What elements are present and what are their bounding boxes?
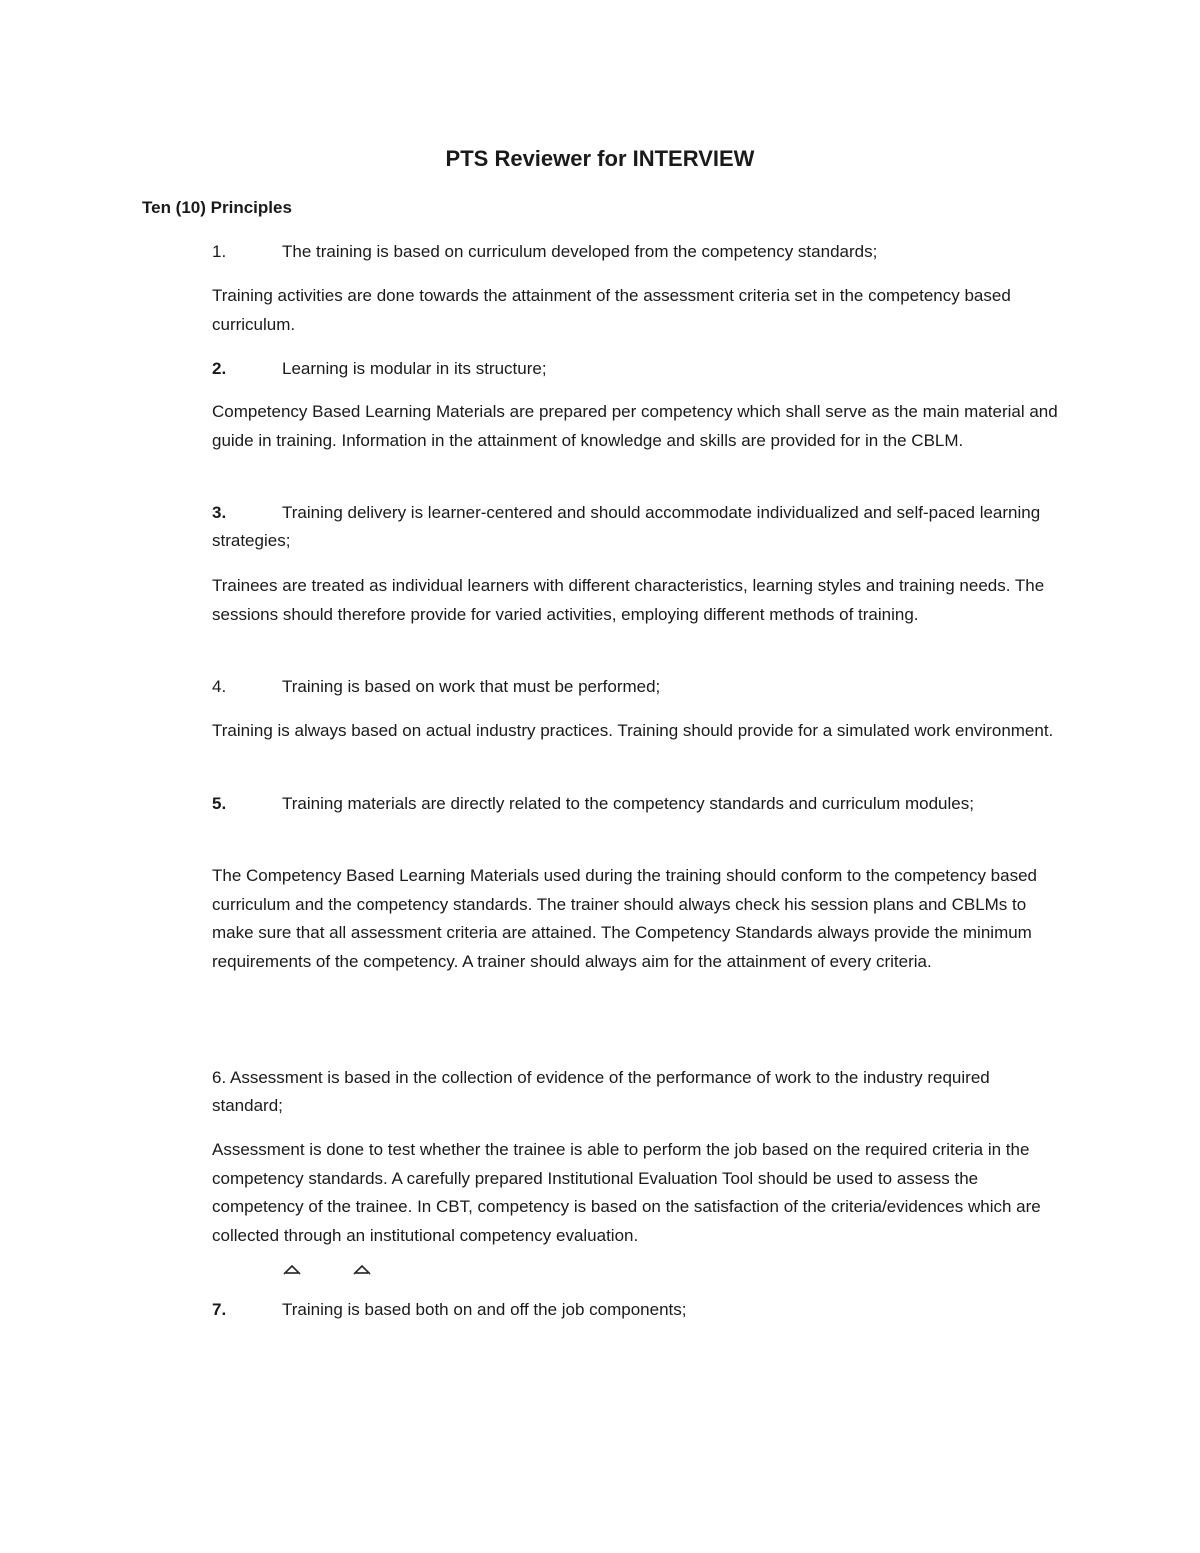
principle-number: 1.: [212, 242, 227, 261]
principle-3-heading: [212, 499, 1062, 555]
stray-marks: [282, 1262, 382, 1276]
principle-7-heading: [212, 1296, 1062, 1324]
principle-1-heading: [212, 238, 1062, 266]
principle-2-heading: [212, 355, 1062, 383]
principle-4-heading: [212, 673, 1062, 701]
principle-number: 7.: [212, 1300, 227, 1319]
principle-text: The training is based on curriculum developed from the competency standards;: [282, 242, 878, 261]
principle-6-heading: [212, 1064, 1062, 1120]
principle-number: 3.: [212, 503, 227, 522]
principle-5-heading: [212, 790, 1062, 818]
principle-5-description: The Competency Based Learning Materials used during the training should conform to the competency based curriculum and the competency standards. The trainer should always check his session plans and CBLMs to make sure that all assessment criteria are attained. The Competency Standards always provide the minimum requirements of the competency. A trainer should always aim for the attainment of every criteria.: [212, 866, 1037, 971]
principle-1-description: Training activities are done towards the attainment of the assessment criteria set in the competency based curriculum.: [212, 286, 1011, 334]
principle-text: Training is based both on and off the job components;: [282, 1300, 687, 1319]
page-title: PTS Reviewer for INTERVIEW: [445, 146, 755, 171]
principle-4-description: Training is always based on actual industry practices. Training should provide for a simulated work environment.: [212, 721, 1054, 740]
principle-text: Training materials are directly related to the competency standards and curriculum modules;: [282, 794, 974, 813]
principle-3-description: Trainees are treated as individual learners with different characteristics, learning styles and training needs. The sessions should therefore provide for varied activities, employing different methods of training.: [212, 576, 1045, 624]
principle-text: Training delivery is learner-centered and should accommodate individualized and self-paced learning strategies;: [212, 503, 1041, 550]
caret-mark-icon: [354, 1266, 370, 1274]
principle-6-description: Assessment is done to test whether the trainee is able to perform the job based on the required criteria in the competency standards. A carefully prepared Institutional Evaluation Tool should be used to assess the competency of the trainee. In CBT, competency is based on the satisfaction of the criteria/evidences which are collected through an institutional competency evaluation.: [212, 1140, 1041, 1245]
principle-number: 6.: [212, 1068, 227, 1087]
principle-text: Training is based on work that must be performed;: [282, 677, 661, 696]
principle-2-description: Competency Based Learning Materials are prepared per competency which shall serve as the main material and guide in training. Information in the attainment of knowledge and skills are provided for in the CBLM.: [212, 402, 1058, 450]
caret-mark-icon: [284, 1266, 300, 1274]
section-heading: Ten (10) Principles: [142, 198, 292, 217]
principle-number: 2.: [212, 359, 227, 378]
principle-number: 4.: [212, 677, 227, 696]
principle-number: 5.: [212, 794, 227, 813]
principle-text: Assessment is based in the collection of evidence of the performance of work to the industry required standard;: [212, 1068, 990, 1115]
principle-text: Learning is modular in its structure;: [282, 359, 547, 378]
